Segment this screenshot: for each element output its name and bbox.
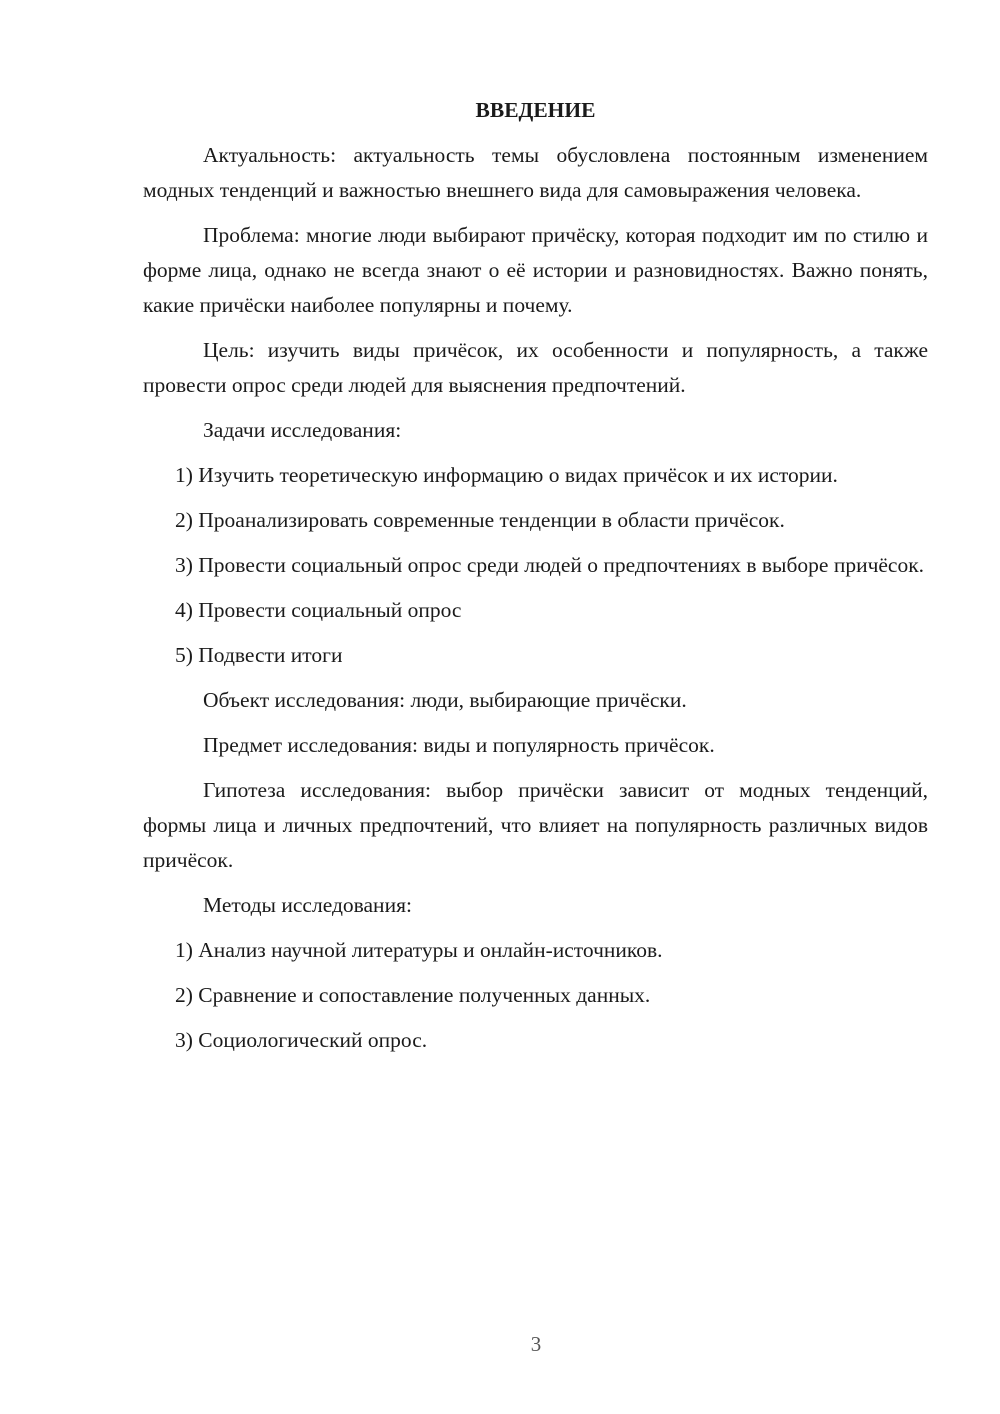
method-item: 1) Анализ научной литературы и онлайн-источников. [175, 938, 663, 962]
task-item: 3) Провести социальный опрос среди людей о предпочтениях в выборе причёсок. [175, 553, 925, 577]
subject-paragraph: Предмет исследования: виды и популярность причёсок. [203, 733, 715, 757]
relevance-paragraph: Актуальность: актуальность темы обусловлена постоянным изменением модных тенденций и важностью внешнего вида для самовыражения человека. [143, 143, 928, 202]
method-item: 3) Социологический опрос. [175, 1028, 428, 1052]
section-heading: ВВЕДЕНИЕ [475, 98, 596, 122]
task-item: 5) Подвести итоги [175, 643, 343, 667]
task-item: 2) Проанализировать современные тенденции в области причёсок. [175, 508, 785, 532]
tasks-title: Задачи исследования: [203, 418, 402, 442]
hypothesis-paragraph: Гипотеза исследования: выбор причёски зависит от модных тенденций, формы лица и личных предпочтений, что влияет на популярность различных видов причёсок. [143, 778, 928, 872]
page-content [143, 93, 928, 1068]
task-item: 1) Изучить теоретическую информацию о видах причёсок и их истории. [175, 463, 838, 487]
task-item: 4) Провести социальный опрос [175, 598, 462, 622]
object-paragraph: Объект исследования: люди, выбирающие причёски. [203, 688, 687, 712]
problem-paragraph: Проблема: многие люди выбирают причёску, которая подходит им по стилю и форме лица, однако не всегда знают о её истории и разновидностях. Важно понять, какие причёски наиболее популярны и почему. [143, 223, 928, 317]
goal-paragraph: Цель: изучить виды причёсок, их особенности и популярность, а также провести опрос среди людей для выяснения предпочтений. [143, 338, 928, 397]
page-number: 3 [530, 1332, 542, 1356]
methods-title: Методы исследования: [203, 893, 412, 917]
method-item: 2) Сравнение и сопоставление полученных данных. [175, 983, 651, 1007]
